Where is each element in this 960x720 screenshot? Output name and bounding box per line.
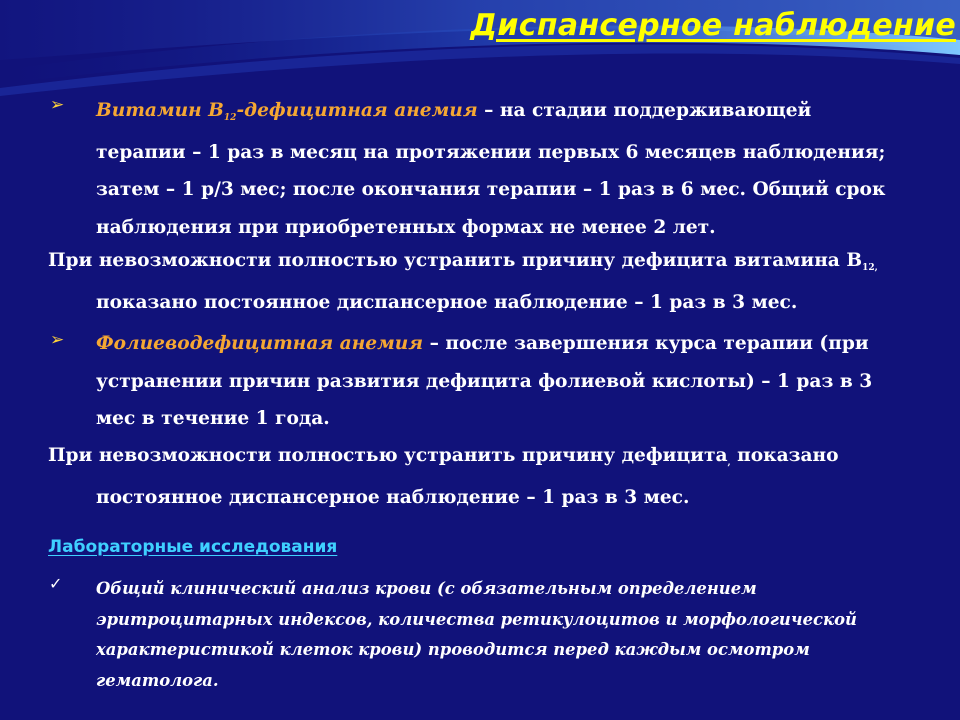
paragraph-text: показано (730, 445, 839, 466)
paragraph-line: затем – 1 р/3 мес; после окончания терапии – 1 раз в 6 мес. Общий срок (96, 179, 886, 200)
paragraph-b12-permanent (48, 242, 878, 321)
paragraph-b12-anemia (96, 92, 885, 246)
paragraph-text: При невозможности полностью устранить причину дефицита витамина В (48, 250, 863, 271)
subscript: 12 (223, 113, 237, 123)
term-text: Витамин В (96, 100, 224, 121)
paragraph-line: наблюдения при приобретенных формах не менее 2 лет. (96, 216, 716, 238)
paragraph-line (96, 325, 872, 363)
lab-line: эритроцитарных индексов, количества ретикулоцитов и морфологической (96, 609, 857, 629)
paragraph-line: мес в течение 1 года. (96, 408, 330, 429)
arrow-bullet-icon: ➢ (50, 95, 65, 115)
paragraph-line (96, 92, 885, 134)
lab-section-text (96, 574, 857, 697)
subscript: 12, (862, 263, 878, 273)
slide-title: Диспансерное наблюдение (470, 8, 956, 43)
paragraph-line (48, 242, 878, 284)
paragraph-line: показано постоянное диспансерное наблюдение – 1 раз в 3 мес. (96, 291, 798, 313)
paragraph-folate-anemia (96, 325, 872, 438)
term-text: -дефицитная анемия (236, 100, 478, 121)
paragraph-line (48, 437, 839, 479)
arrow-bullet-icon: ➢ (50, 330, 65, 350)
paragraph-text: – на стадии поддерживающей (477, 100, 812, 121)
lab-line: гематолога. (96, 671, 219, 691)
paragraph-line: постоянное диспансерное наблюдение – 1 раз в 3 мес. (96, 486, 690, 508)
lab-section-heading: Лабораторные исследования (48, 537, 338, 557)
paragraph-line: устранении причин развития дефицита фолиевой кислоты) – 1 раз в 3 (96, 370, 873, 392)
term-b12-anemia (96, 100, 478, 121)
paragraph-text: При невозможности полностью устранить причину дефицита (48, 445, 728, 466)
term-folate-anemia: Фолиеводефицитная анемия (96, 333, 424, 354)
paragraph-line: терапии – 1 раз в месяц на протяжении первых 6 месяцев наблюдения; (96, 141, 886, 163)
lab-line: Общий клинический анализ крови (с обязательным определением (96, 579, 757, 598)
subscript: , (727, 458, 731, 468)
paragraph-text: – после завершения курса терапии (при (423, 333, 869, 354)
paragraph-folate-permanent (48, 437, 839, 516)
check-icon: ✓ (49, 574, 63, 593)
lab-line: характеристикой клеток крови) проводится перед каждым осмотром (96, 640, 810, 660)
